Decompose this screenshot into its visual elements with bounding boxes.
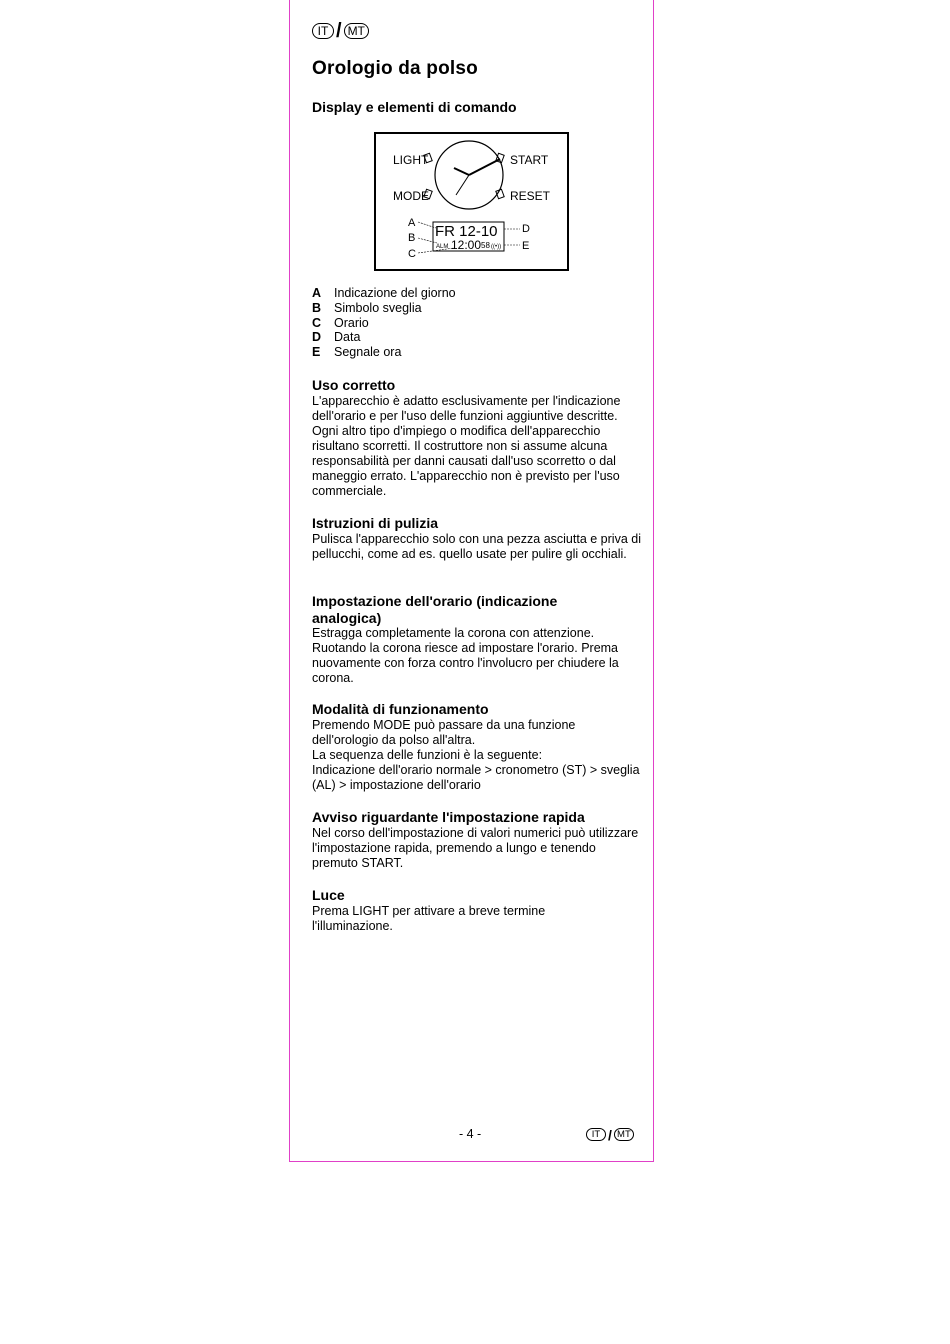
lcd-seconds: 58 (481, 241, 490, 250)
section-uso-corretto (312, 377, 642, 499)
footer-lang-code-mt: MT (614, 1128, 634, 1141)
lang-separator: / (336, 20, 342, 42)
section-impostazione-orario (312, 593, 642, 686)
legend-item (312, 286, 456, 301)
section-heading: Impostazione dell'orario (indicazione analogica) (312, 593, 558, 626)
lcd-alarm-symbol: ALM (436, 244, 449, 250)
lang-code-mt: MT (344, 23, 369, 39)
legend-text: Simbolo sveglia (334, 300, 422, 315)
legend-letter: D (312, 330, 322, 345)
section-impostazione-rapida (312, 809, 642, 871)
section-body: Estragga completamente la corona con attenzione. Ruotando la corona riesce ad impostare l'orario. Prema nuovamente con forza contro l'involucro per chiudere la corona. (312, 626, 619, 685)
section-body: Prema LIGHT per attivare a breve termine l'illuminazione. (312, 903, 546, 933)
section-istruzioni-pulizia (312, 515, 642, 562)
section-body: L'apparecchio è adatto esclusivamente per l'indicazione dell'orario e per l'uso delle funzioni aggiuntive descritte. Ogni altro tipo d'impiego o modifica dell'apparecchio risultano scorretti. Il costruttore non si assume alcuna responsabilità per danni causati dall'uso scorretto o dal maneggio errato. L'apparecchio non è previsto per l'uso commerciale. (312, 393, 621, 498)
legend-letter: B (312, 300, 322, 315)
label-light: LIGHT (393, 153, 429, 167)
legend-text: Indicazione del giorno (334, 286, 456, 300)
lcd-time: 12:00 (451, 238, 482, 252)
lcd-day-date: FR 12-10 (435, 223, 498, 240)
label-reset: RESET (510, 189, 551, 203)
section-body-line: Indicazione dell'orario normale > cronometro (ST) > sveglia (AL) > impostazione dell'orario (312, 762, 640, 792)
hourly-signal-symbol: ((•)) (491, 244, 502, 250)
page-number: - 4 - (459, 1127, 482, 1141)
section-body: Pulisca l'apparecchio solo con una pezza asciutta e priva di pellucchi, come ad es. quello usate per pulire gli occhiali. (312, 531, 641, 561)
page-title: Orologio da polso (312, 58, 478, 79)
callout-c: C (408, 248, 416, 260)
callout-d: D (522, 223, 530, 235)
legend-list (312, 286, 456, 360)
section-modalita-funzionamento (312, 701, 642, 793)
section-subtitle: Display e elementi di comando (312, 99, 517, 115)
section-heading: Luce (312, 887, 345, 903)
section-heading: Istruzioni di pulizia (312, 515, 438, 531)
legend-item (312, 316, 456, 331)
legend-item (312, 345, 456, 360)
legend-text: Data (334, 330, 361, 345)
legend-letter: C (312, 315, 322, 330)
section-body-line: Premendo MODE può passare da una funzione dell'orologio da polso all'altra. (312, 717, 576, 747)
callout-e: E (522, 240, 530, 252)
legend-text: Segnale ora (334, 345, 402, 360)
section-body: Nel corso dell'impostazione di valori numerici può utilizzare l'impostazione rapida, premendo a lungo e tenendo premuto START. (312, 825, 639, 870)
callout-a: A (408, 217, 416, 229)
legend-item (312, 301, 456, 316)
legend-letter: E (312, 345, 321, 360)
language-badge (312, 22, 369, 40)
footer-lang-separator: / (608, 1126, 612, 1143)
section-heading: Modalità di funzionamento (312, 701, 489, 717)
section-luce (312, 887, 642, 934)
callout-b: B (408, 232, 416, 244)
watch-diagram (374, 132, 569, 271)
label-mode: MODE (393, 189, 429, 203)
legend-text: Orario (334, 315, 369, 330)
section-body-line: La sequenza delle funzioni è la seguente: (312, 747, 543, 762)
footer-lang-code-it: IT (586, 1128, 606, 1141)
footer-language-badge (586, 1128, 634, 1141)
legend-item (312, 330, 456, 345)
section-heading: Avviso riguardante l'impostazione rapida (312, 809, 585, 825)
lang-code-it: IT (312, 23, 334, 39)
legend-letter: A (312, 286, 322, 300)
label-start: START (510, 153, 549, 167)
section-heading: Uso corretto (312, 377, 396, 393)
